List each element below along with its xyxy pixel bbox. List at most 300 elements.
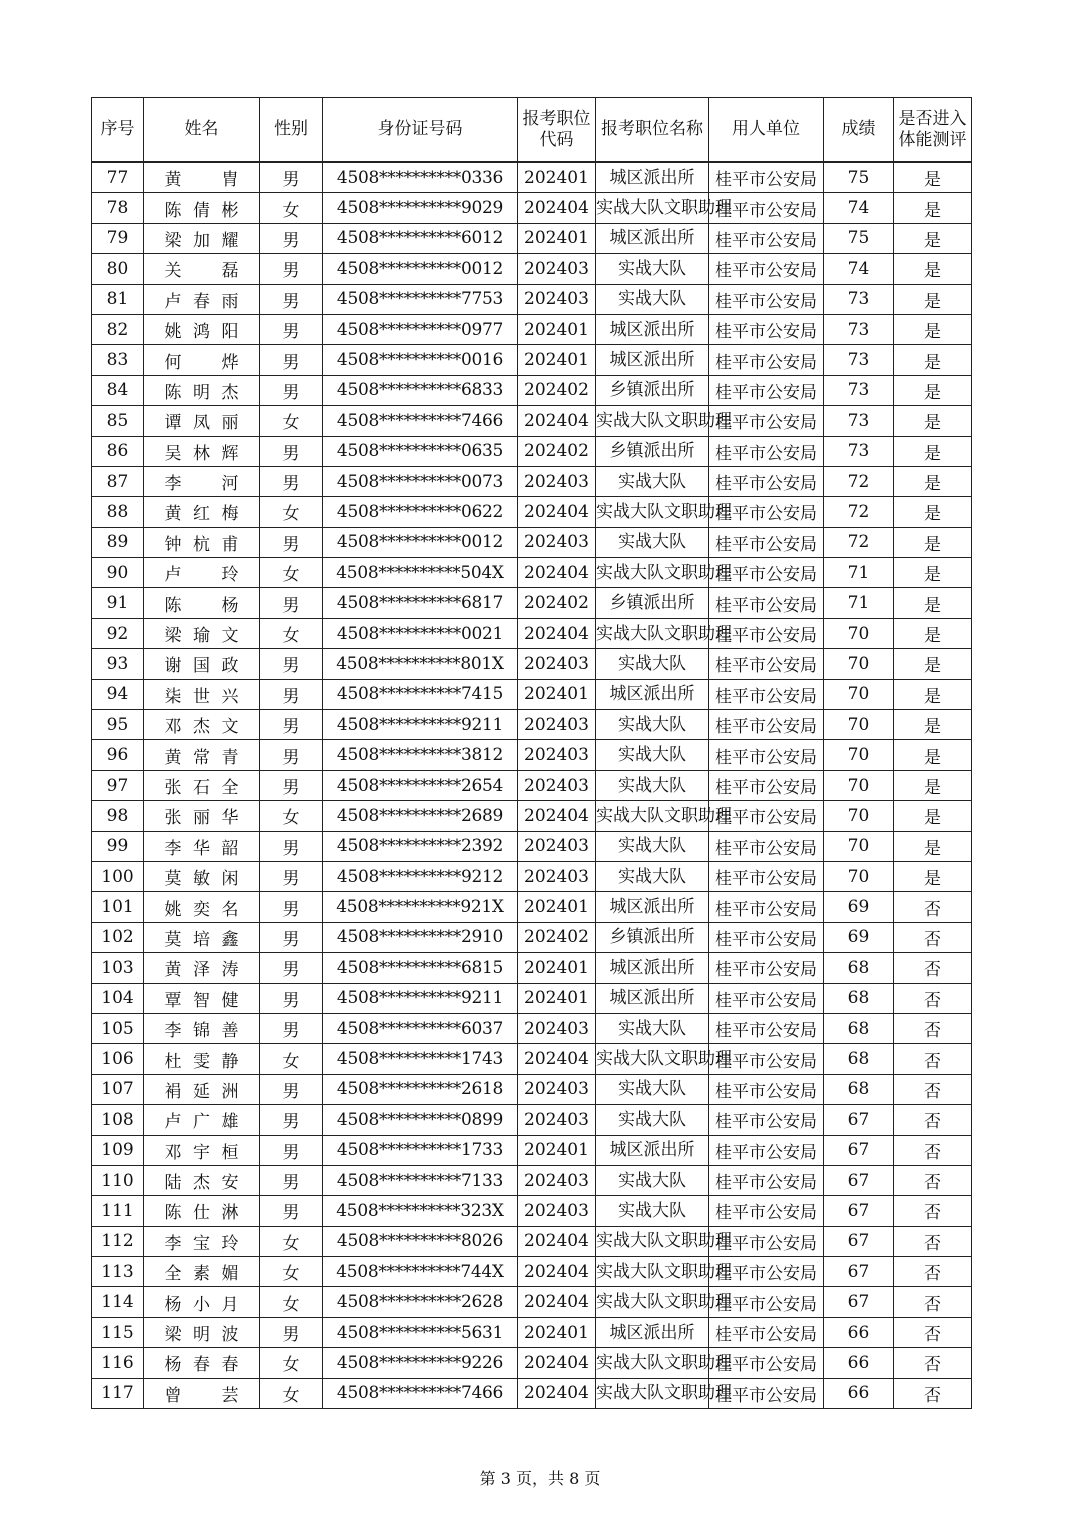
cell-position-name: 城区派出所 <box>596 345 709 375</box>
cell-gender: 男 <box>260 436 323 466</box>
cell-position-name: 乡镇派出所 <box>596 436 709 466</box>
cell-index: 109 <box>92 1135 144 1165</box>
name-text: 梁加耀 <box>164 230 239 251</box>
table-row <box>92 1348 972 1378</box>
cell-index: 117 <box>92 1378 144 1408</box>
cell-position-name: 实战大队 <box>596 466 709 496</box>
cell-name <box>144 710 260 740</box>
name-text: 吴林辉 <box>164 443 239 464</box>
cell-index: 102 <box>92 922 144 952</box>
cell-fitness-test: 是 <box>894 162 972 193</box>
cell-score: 67 <box>824 1105 894 1135</box>
cell-fitness-test: 是 <box>894 679 972 709</box>
cell-position-code: 202401 <box>518 345 596 375</box>
cell-employer: 桂平市公安局 <box>709 162 824 193</box>
cell-employer: 桂平市公安局 <box>709 375 824 405</box>
cell-fitness-test: 是 <box>894 375 972 405</box>
cell-gender: 男 <box>260 1074 323 1104</box>
cell-fitness-test: 是 <box>894 558 972 588</box>
cell-index: 99 <box>92 831 144 861</box>
cell-position-code: 202401 <box>518 1317 596 1347</box>
cell-fitness-test: 否 <box>894 922 972 952</box>
cell-score: 73 <box>824 436 894 466</box>
table-row <box>92 1287 972 1317</box>
cell-gender: 女 <box>260 1044 323 1074</box>
table-row <box>92 588 972 618</box>
table-row <box>92 162 972 193</box>
cell-score: 68 <box>824 953 894 983</box>
cell-position-code: 202404 <box>518 1378 596 1408</box>
cell-index: 116 <box>92 1348 144 1378</box>
name-text: 黄常青 <box>164 747 239 768</box>
name-text: 陈明杰 <box>164 382 239 403</box>
cell-gender: 男 <box>260 1165 323 1195</box>
table-row <box>92 375 972 405</box>
cell-name <box>144 436 260 466</box>
cell-fitness-test: 是 <box>894 770 972 800</box>
cell-index: 94 <box>92 679 144 709</box>
header-score: 成绩 <box>824 98 894 163</box>
cell-id-number: 4508**********2392 <box>323 831 518 861</box>
cell-fitness-test: 是 <box>894 284 972 314</box>
cell-score: 75 <box>824 223 894 253</box>
table-row <box>92 1105 972 1135</box>
cell-id-number: 4508**********2689 <box>323 801 518 831</box>
cell-name <box>144 801 260 831</box>
cell-index: 83 <box>92 345 144 375</box>
name-text: 全素媚 <box>164 1264 239 1285</box>
cell-name <box>144 466 260 496</box>
cell-index: 115 <box>92 1317 144 1347</box>
cell-index: 78 <box>92 193 144 223</box>
cell-employer: 桂平市公安局 <box>709 345 824 375</box>
cell-name <box>144 618 260 648</box>
cell-position-code: 202403 <box>518 1196 596 1226</box>
cell-employer: 桂平市公安局 <box>709 314 824 344</box>
cell-position-name: 实战大队文职助理 <box>596 558 709 588</box>
cell-fitness-test: 否 <box>894 1135 972 1165</box>
cell-fitness-test: 否 <box>894 1074 972 1104</box>
cell-fitness-test: 是 <box>894 436 972 466</box>
cell-employer: 桂平市公安局 <box>709 861 824 891</box>
cell-position-name: 乡镇派出所 <box>596 922 709 952</box>
cell-employer: 桂平市公安局 <box>709 1013 824 1043</box>
cell-fitness-test: 否 <box>894 983 972 1013</box>
cell-index: 103 <box>92 953 144 983</box>
cell-id-number: 4508**********2654 <box>323 770 518 800</box>
cell-position-name: 城区派出所 <box>596 1317 709 1347</box>
cell-gender: 女 <box>260 497 323 527</box>
name-text: 李华韶 <box>164 838 239 859</box>
cell-gender: 女 <box>260 1257 323 1287</box>
cell-position-code: 202404 <box>518 618 596 648</box>
name-text: 杜雯静 <box>164 1051 239 1072</box>
name-text: 杨春春 <box>164 1355 239 1376</box>
cell-id-number: 4508**********9212 <box>323 861 518 891</box>
cell-name <box>144 1378 260 1408</box>
cell-id-number: 4508**********6012 <box>323 223 518 253</box>
cell-fitness-test: 否 <box>894 1317 972 1347</box>
table-row <box>92 861 972 891</box>
cell-score: 68 <box>824 1074 894 1104</box>
cell-position-code: 202404 <box>518 406 596 436</box>
name-text: 黄 胄 <box>164 170 239 191</box>
cell-position-code: 202403 <box>518 284 596 314</box>
cell-employer: 桂平市公安局 <box>709 436 824 466</box>
cell-id-number: 4508**********2910 <box>323 922 518 952</box>
cell-name <box>144 284 260 314</box>
cell-score: 70 <box>824 649 894 679</box>
cell-score: 75 <box>824 162 894 193</box>
cell-id-number: 4508**********9226 <box>323 1348 518 1378</box>
cell-id-number: 4508**********0021 <box>323 618 518 648</box>
table-row <box>92 770 972 800</box>
header-position-name: 报考职位名称 <box>596 98 709 163</box>
cell-gender: 男 <box>260 953 323 983</box>
cell-id-number: 4508**********801X <box>323 649 518 679</box>
cell-fitness-test: 是 <box>894 740 972 770</box>
header-employer: 用人单位 <box>709 98 824 163</box>
cell-position-name: 实战大队文职助理 <box>596 406 709 436</box>
cell-employer: 桂平市公安局 <box>709 588 824 618</box>
results-table <box>91 97 972 1409</box>
cell-position-code: 202403 <box>518 254 596 284</box>
cell-id-number: 4508**********0899 <box>323 1105 518 1135</box>
cell-id-number: 4508**********5631 <box>323 1317 518 1347</box>
cell-employer: 桂平市公安局 <box>709 497 824 527</box>
cell-fitness-test: 否 <box>894 1257 972 1287</box>
cell-index: 95 <box>92 710 144 740</box>
cell-gender: 男 <box>260 861 323 891</box>
cell-gender: 男 <box>260 588 323 618</box>
cell-gender: 男 <box>260 710 323 740</box>
table-row <box>92 436 972 466</box>
cell-employer: 桂平市公安局 <box>709 284 824 314</box>
cell-employer: 桂平市公安局 <box>709 679 824 709</box>
cell-id-number: 4508**********9211 <box>323 983 518 1013</box>
cell-id-number: 4508**********921X <box>323 892 518 922</box>
cell-position-code: 202404 <box>518 801 596 831</box>
cell-position-code: 202402 <box>518 922 596 952</box>
cell-position-name: 实战大队 <box>596 1196 709 1226</box>
cell-score: 69 <box>824 892 894 922</box>
cell-name <box>144 162 260 193</box>
cell-position-code: 202403 <box>518 740 596 770</box>
cell-fitness-test: 否 <box>894 1226 972 1256</box>
cell-score: 66 <box>824 1317 894 1347</box>
table-row <box>92 466 972 496</box>
cell-employer: 桂平市公安局 <box>709 193 824 223</box>
name-text: 谢国政 <box>164 656 239 677</box>
table-row <box>92 1074 972 1104</box>
cell-name <box>144 1257 260 1287</box>
cell-position-name: 实战大队 <box>596 649 709 679</box>
cell-fitness-test: 否 <box>894 1165 972 1195</box>
header-index: 序号 <box>92 98 144 163</box>
cell-id-number: 4508**********0622 <box>323 497 518 527</box>
cell-fitness-test: 否 <box>894 1378 972 1408</box>
cell-name <box>144 953 260 983</box>
cell-id-number: 4508**********7133 <box>323 1165 518 1195</box>
cell-index: 77 <box>92 162 144 193</box>
table-row <box>92 193 972 223</box>
cell-name <box>144 1074 260 1104</box>
cell-name <box>144 983 260 1013</box>
cell-employer: 桂平市公安局 <box>709 1074 824 1104</box>
cell-index: 86 <box>92 436 144 466</box>
cell-gender: 女 <box>260 193 323 223</box>
name-text: 陈仕淋 <box>164 1203 239 1224</box>
cell-gender: 男 <box>260 649 323 679</box>
cell-id-number: 4508**********9029 <box>323 193 518 223</box>
cell-score: 67 <box>824 1165 894 1195</box>
cell-gender: 男 <box>260 345 323 375</box>
cell-position-name: 实战大队 <box>596 740 709 770</box>
cell-position-name: 乡镇派出所 <box>596 375 709 405</box>
cell-employer: 桂平市公安局 <box>709 983 824 1013</box>
cell-index: 90 <box>92 558 144 588</box>
cell-position-name: 城区派出所 <box>596 983 709 1013</box>
cell-position-code: 202404 <box>518 1348 596 1378</box>
cell-gender: 男 <box>260 740 323 770</box>
name-text: 黄红梅 <box>164 504 239 525</box>
cell-index: 80 <box>92 254 144 284</box>
cell-name <box>144 375 260 405</box>
header-position-code: 报考职位代码 <box>518 98 596 163</box>
cell-gender: 男 <box>260 375 323 405</box>
table-row <box>92 1257 972 1287</box>
cell-employer: 桂平市公安局 <box>709 710 824 740</box>
cell-position-name: 实战大队文职助理 <box>596 1287 709 1317</box>
name-text: 陆杰安 <box>164 1173 239 1194</box>
cell-gender: 男 <box>260 1317 323 1347</box>
cell-id-number: 4508**********3812 <box>323 740 518 770</box>
cell-name <box>144 892 260 922</box>
cell-index: 98 <box>92 801 144 831</box>
cell-name <box>144 1287 260 1317</box>
cell-position-code: 202404 <box>518 1044 596 1074</box>
cell-score: 67 <box>824 1135 894 1165</box>
name-text: 黄泽涛 <box>164 960 239 981</box>
cell-position-name: 实战大队文职助理 <box>596 1378 709 1408</box>
cell-gender: 男 <box>260 223 323 253</box>
cell-fitness-test: 否 <box>894 1105 972 1135</box>
cell-index: 106 <box>92 1044 144 1074</box>
cell-position-name: 城区派出所 <box>596 223 709 253</box>
cell-position-name: 实战大队 <box>596 770 709 800</box>
name-text: 关 磊 <box>164 261 239 282</box>
cell-position-name: 实战大队 <box>596 831 709 861</box>
name-text: 邓杰文 <box>164 717 239 738</box>
cell-employer: 桂平市公安局 <box>709 1105 824 1135</box>
cell-name <box>144 345 260 375</box>
cell-employer: 桂平市公安局 <box>709 1044 824 1074</box>
header-gender: 性别 <box>260 98 323 163</box>
cell-id-number: 4508**********6817 <box>323 588 518 618</box>
cell-employer: 桂平市公安局 <box>709 1196 824 1226</box>
cell-name <box>144 223 260 253</box>
table-row <box>92 284 972 314</box>
cell-employer: 桂平市公安局 <box>709 1317 824 1347</box>
cell-name <box>144 314 260 344</box>
cell-id-number: 4508**********0012 <box>323 254 518 284</box>
cell-employer: 桂平市公安局 <box>709 649 824 679</box>
table-row <box>92 314 972 344</box>
cell-index: 111 <box>92 1196 144 1226</box>
cell-name <box>144 861 260 891</box>
table-header-row <box>92 98 972 163</box>
cell-id-number: 4508**********6037 <box>323 1013 518 1043</box>
cell-score: 70 <box>824 801 894 831</box>
cell-position-name: 实战大队 <box>596 1105 709 1135</box>
table-row <box>92 649 972 679</box>
name-text: 何 烨 <box>164 352 239 373</box>
cell-position-code: 202403 <box>518 527 596 557</box>
table-row <box>92 831 972 861</box>
cell-gender: 男 <box>260 831 323 861</box>
cell-fitness-test: 是 <box>894 649 972 679</box>
page-footer: 第 3 页，共 8 页 <box>479 1469 601 1488</box>
cell-fitness-test: 是 <box>894 861 972 891</box>
cell-fitness-test: 是 <box>894 466 972 496</box>
cell-gender: 男 <box>260 983 323 1013</box>
cell-score: 71 <box>824 588 894 618</box>
cell-name <box>144 254 260 284</box>
cell-id-number: 4508**********504X <box>323 558 518 588</box>
cell-name <box>144 193 260 223</box>
name-text: 钟杭甫 <box>164 534 239 555</box>
cell-index: 105 <box>92 1013 144 1043</box>
cell-id-number: 4508**********7753 <box>323 284 518 314</box>
cell-position-code: 202401 <box>518 162 596 193</box>
cell-index: 101 <box>92 892 144 922</box>
name-text: 覃智健 <box>164 990 239 1011</box>
table-row <box>92 740 972 770</box>
cell-name <box>144 922 260 952</box>
table-row <box>92 1378 972 1408</box>
cell-position-name: 实战大队文职助理 <box>596 1257 709 1287</box>
cell-position-name: 实战大队 <box>596 1165 709 1195</box>
cell-gender: 男 <box>260 527 323 557</box>
name-text: 邓宇桓 <box>164 1142 239 1163</box>
cell-name <box>144 1044 260 1074</box>
cell-score: 70 <box>824 710 894 740</box>
cell-position-name: 实战大队文职助理 <box>596 618 709 648</box>
cell-index: 91 <box>92 588 144 618</box>
cell-id-number: 4508**********0635 <box>323 436 518 466</box>
cell-name <box>144 1196 260 1226</box>
cell-position-name: 实战大队 <box>596 861 709 891</box>
table-row <box>92 1165 972 1195</box>
cell-name <box>144 1226 260 1256</box>
cell-id-number: 4508**********0336 <box>323 162 518 193</box>
cell-id-number: 4508**********7415 <box>323 679 518 709</box>
cell-index: 112 <box>92 1226 144 1256</box>
cell-id-number: 4508**********6815 <box>323 953 518 983</box>
cell-employer: 桂平市公安局 <box>709 740 824 770</box>
name-text: 梁瑜文 <box>164 626 239 647</box>
cell-position-name: 实战大队 <box>596 1013 709 1043</box>
table-row <box>92 1135 972 1165</box>
cell-score: 67 <box>824 1196 894 1226</box>
cell-position-code: 202401 <box>518 892 596 922</box>
cell-gender: 男 <box>260 892 323 922</box>
cell-employer: 桂平市公安局 <box>709 831 824 861</box>
cell-position-code: 202401 <box>518 983 596 1013</box>
cell-id-number: 4508**********323X <box>323 1196 518 1226</box>
cell-position-code: 202403 <box>518 831 596 861</box>
cell-name <box>144 831 260 861</box>
cell-index: 92 <box>92 618 144 648</box>
cell-fitness-test: 否 <box>894 1348 972 1378</box>
cell-employer: 桂平市公安局 <box>709 618 824 648</box>
cell-position-name: 实战大队文职助理 <box>596 193 709 223</box>
cell-employer: 桂平市公安局 <box>709 922 824 952</box>
cell-index: 79 <box>92 223 144 253</box>
cell-position-code: 202402 <box>518 375 596 405</box>
table-row <box>92 558 972 588</box>
cell-score: 73 <box>824 375 894 405</box>
cell-id-number: 4508**********0073 <box>323 466 518 496</box>
cell-position-code: 202402 <box>518 588 596 618</box>
cell-gender: 男 <box>260 1105 323 1135</box>
cell-id-number: 4508**********2618 <box>323 1074 518 1104</box>
cell-name <box>144 679 260 709</box>
cell-employer: 桂平市公安局 <box>709 953 824 983</box>
header-fitness-test: 是否进入体能测评 <box>894 98 972 163</box>
cell-employer: 桂平市公安局 <box>709 1348 824 1378</box>
cell-gender: 男 <box>260 679 323 709</box>
header-name: 姓名 <box>144 98 260 163</box>
cell-score: 71 <box>824 558 894 588</box>
cell-gender: 男 <box>260 1196 323 1226</box>
cell-employer: 桂平市公安局 <box>709 1287 824 1317</box>
name-text: 卢 玲 <box>164 565 239 586</box>
table-row <box>92 953 972 983</box>
cell-employer: 桂平市公安局 <box>709 770 824 800</box>
cell-name <box>144 1013 260 1043</box>
cell-employer: 桂平市公安局 <box>709 527 824 557</box>
cell-index: 89 <box>92 527 144 557</box>
table-row <box>92 527 972 557</box>
cell-fitness-test: 否 <box>894 892 972 922</box>
cell-employer: 桂平市公安局 <box>709 406 824 436</box>
cell-position-name: 城区派出所 <box>596 162 709 193</box>
cell-name <box>144 1165 260 1195</box>
cell-position-code: 202403 <box>518 1105 596 1135</box>
cell-position-name: 实战大队文职助理 <box>596 497 709 527</box>
name-text: 张丽华 <box>164 808 239 829</box>
table-row <box>92 254 972 284</box>
cell-position-code: 202404 <box>518 193 596 223</box>
cell-position-name: 实战大队文职助理 <box>596 1226 709 1256</box>
cell-employer: 桂平市公安局 <box>709 1165 824 1195</box>
cell-index: 110 <box>92 1165 144 1195</box>
cell-position-code: 202404 <box>518 558 596 588</box>
cell-position-name: 实战大队文职助理 <box>596 801 709 831</box>
cell-fitness-test: 是 <box>894 831 972 861</box>
cell-id-number: 4508**********0016 <box>323 345 518 375</box>
cell-score: 68 <box>824 983 894 1013</box>
cell-fitness-test: 否 <box>894 1287 972 1317</box>
cell-index: 104 <box>92 983 144 1013</box>
cell-name <box>144 588 260 618</box>
cell-position-name: 城区派出所 <box>596 1135 709 1165</box>
cell-gender: 女 <box>260 1348 323 1378</box>
cell-index: 93 <box>92 649 144 679</box>
cell-employer: 桂平市公安局 <box>709 466 824 496</box>
cell-score: 70 <box>824 861 894 891</box>
